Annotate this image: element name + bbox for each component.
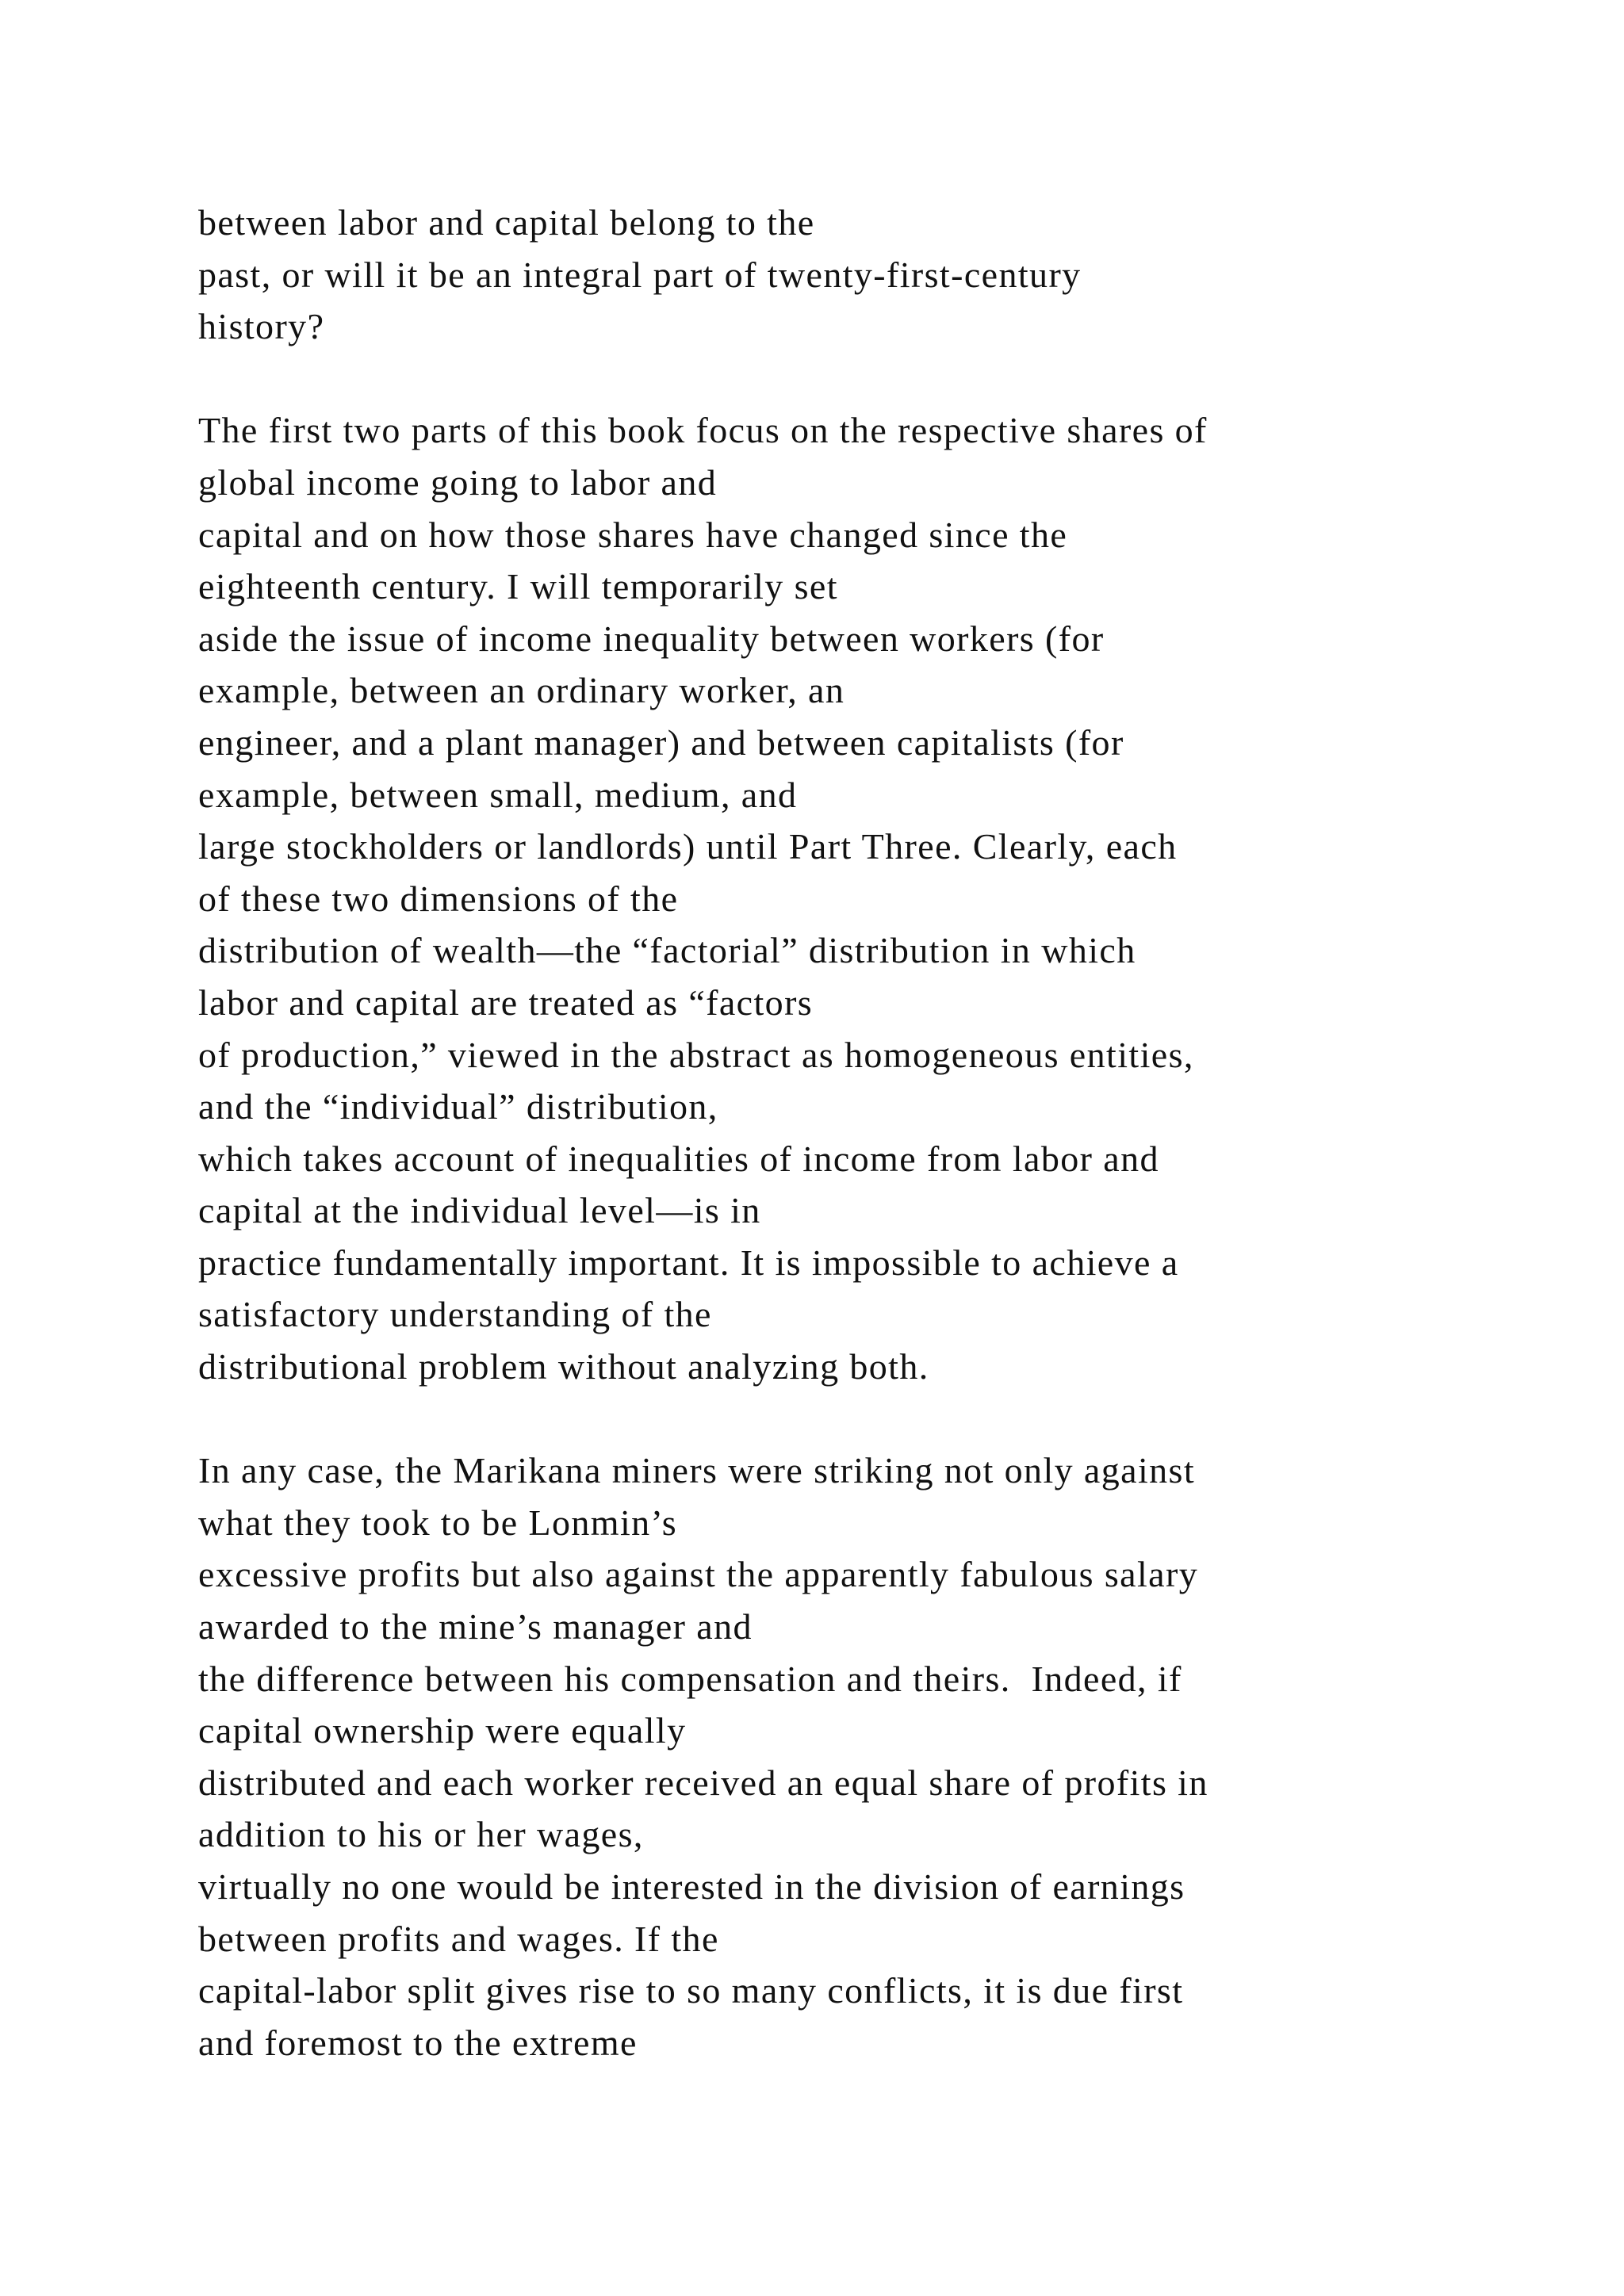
text-line: virtually no one would be interested in the division of earnings <box>198 1866 1185 1907</box>
paragraph-3 <box>198 1445 1562 2068</box>
text-line: of these two dimensions of the <box>198 878 679 919</box>
paragraph-gap <box>198 1393 1562 1445</box>
text-line: which takes account of inequalities of income from labor and <box>198 1138 1159 1179</box>
text-line: and foremost to the extreme <box>198 2022 638 2063</box>
text-line: distributional problem without analyzing both. <box>198 1346 929 1387</box>
text-line: of production,” viewed in the abstract as homogeneous entities, <box>198 1034 1194 1075</box>
text-line: aside the issue of income inequality between workers (for <box>198 618 1105 659</box>
text-line: capital-labor split gives rise to so many conflicts, it is due first <box>198 1970 1184 2011</box>
text-line: addition to his or her wages, <box>198 1814 644 1855</box>
text-line: past, or will it be an integral part of twenty-first-century <box>198 254 1082 295</box>
text-line: example, between small, medium, and <box>198 774 798 815</box>
text-line: distributed and each worker received an equal share of profits in <box>198 1762 1208 1803</box>
text-line: history? <box>198 306 325 347</box>
text-line: satisfactory understanding of the <box>198 1294 712 1335</box>
text-line: large stockholders or landlords) until Part Three. Clearly, each <box>198 826 1178 867</box>
body-text <box>198 197 1562 2068</box>
text-line: The first two parts of this book focus on the respective shares of <box>198 410 1208 451</box>
paragraph-1 <box>198 197 1562 353</box>
text-line: between profits and wages. If the <box>198 1918 719 1959</box>
text-line: eighteenth century. I will temporarily set <box>198 566 838 607</box>
text-line: between labor and capital belong to the <box>198 202 815 243</box>
text-line: the difference between his compensation and theirs. Indeed, if <box>198 1658 1182 1699</box>
text-line: capital ownership were equally <box>198 1710 687 1751</box>
text-line: global income going to labor and <box>198 461 718 503</box>
text-line: practice fundamentally important. It is impossible to achieve a <box>198 1242 1179 1283</box>
text-line: capital and on how those shares have changed since the <box>198 514 1068 555</box>
text-line: capital at the individual level—is in <box>198 1190 761 1231</box>
text-line: what they took to be Lonmin’s <box>198 1502 678 1543</box>
text-line: labor and capital are treated as “factors <box>198 982 814 1023</box>
paragraph-2 <box>198 404 1562 1392</box>
paragraph-gap <box>198 353 1562 405</box>
text-line: distribution of wealth—the “factorial” distribution in which <box>198 930 1136 971</box>
text-line: excessive profits but also against the apparently fabulous salary <box>198 1554 1199 1595</box>
text-line: and the “individual” distribution, <box>198 1086 718 1127</box>
text-line: In any case, the Marikana miners were striking not only against <box>198 1450 1196 1491</box>
text-line: example, between an ordinary worker, an <box>198 670 845 711</box>
text-line: engineer, and a plant manager) and between capitalists (for <box>198 721 1124 763</box>
text-line: awarded to the mine’s manager and <box>198 1606 753 1647</box>
